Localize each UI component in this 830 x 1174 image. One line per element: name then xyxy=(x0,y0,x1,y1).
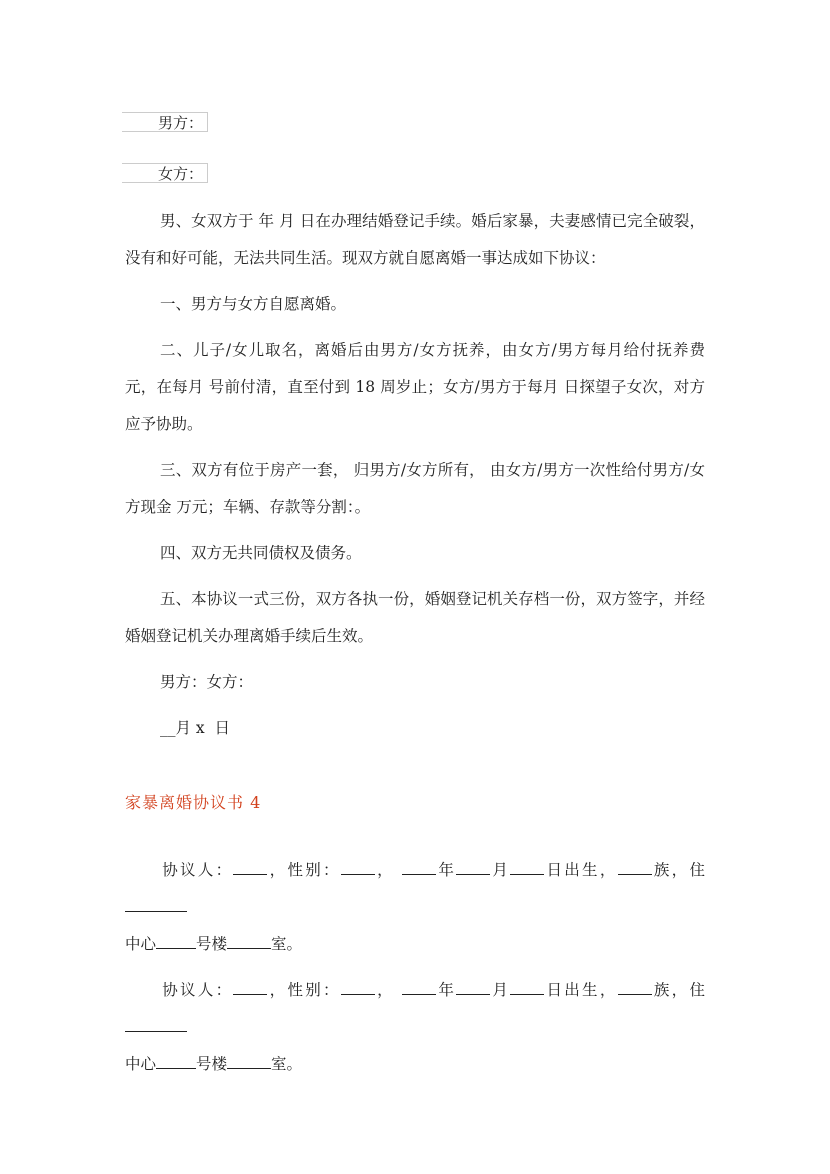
comma: ， xyxy=(374,981,395,999)
male-label-field: 男方： xyxy=(122,112,208,132)
date-line: __月 x 日 xyxy=(160,719,231,737)
clause-3: 三、双方有位于房产一套， 归男方/女方所有， 由女方/男方一次性给付男方/女方现金 万元；车辆、存款等分割：。 xyxy=(125,461,705,516)
label-room: 室。 xyxy=(271,1055,303,1073)
label-ethnic: 族，住 xyxy=(651,861,705,879)
blank-name[interactable] xyxy=(233,860,267,875)
party-2-form xyxy=(125,972,705,1083)
blank-building[interactable] xyxy=(156,1054,196,1069)
blank-room[interactable] xyxy=(227,1054,271,1069)
label-gender: ，性别： xyxy=(267,981,341,999)
female-label-field: 女方： xyxy=(122,163,208,183)
label-year: 年 xyxy=(436,861,457,879)
label-building: 号楼 xyxy=(196,935,228,953)
label-month: 月 xyxy=(490,981,511,999)
signature-line: 男方：女方： xyxy=(160,673,254,691)
label-month: 月 xyxy=(490,861,511,879)
blank-address[interactable] xyxy=(125,897,187,912)
label-born: 日出生， xyxy=(544,981,618,999)
blank-day[interactable] xyxy=(510,980,544,995)
label-party: 协议人： xyxy=(160,981,234,999)
label-gender: ，性别： xyxy=(267,861,341,879)
blank-gender[interactable] xyxy=(341,860,375,875)
blank-day[interactable] xyxy=(510,860,544,875)
clause-2: 二、儿子/女儿取名，离婚后由男方/女方抚养，由女方/男方每月给付抚养费 元，在每月 号前付清，直至付到 18 周岁止；女方/男方于每月 日探望子女次，对方应予协助。 xyxy=(125,341,705,433)
blank-year[interactable] xyxy=(402,860,436,875)
label-room: 室。 xyxy=(271,935,303,953)
label-ethnic: 族，住 xyxy=(651,981,705,999)
blank-building[interactable] xyxy=(156,934,196,949)
label-center: 中心 xyxy=(125,1055,157,1073)
label-year: 年 xyxy=(436,981,457,999)
blank-name[interactable] xyxy=(233,980,267,995)
blank-ethnic[interactable] xyxy=(618,860,652,875)
blank-room[interactable] xyxy=(227,934,271,949)
label-born: 日出生， xyxy=(544,861,618,879)
blank-address[interactable] xyxy=(125,1017,187,1032)
label-building: 号楼 xyxy=(196,1055,228,1073)
blank-year[interactable] xyxy=(402,980,436,995)
clause-1: 一、男方与女方自愿离婚。 xyxy=(160,295,347,313)
blank-ethnic[interactable] xyxy=(618,980,652,995)
label-center: 中心 xyxy=(125,935,157,953)
label-party: 协议人： xyxy=(160,861,234,879)
blank-month[interactable] xyxy=(456,860,490,875)
section-title: 家暴离婚协议书 4 xyxy=(125,793,262,812)
clause-5: 五、本协议一式三份，双方各执一份，婚姻登记机关存档一份，双方签字，并经婚姻登记机关办理离婚手续后生效。 xyxy=(125,590,705,645)
blank-month[interactable] xyxy=(456,980,490,995)
comma: ， xyxy=(374,861,395,879)
clause-4: 四、双方无共同债权及债务。 xyxy=(160,544,362,562)
party-1-form xyxy=(125,852,705,963)
intro-paragraph: 男、女双方于 年 月 日在办理结婚登记手续。婚后家暴，夫妻感情已完全破裂，没有和好可能，无法共同生活。现双方就自愿离婚一事达成如下协议： xyxy=(125,212,705,267)
document-body xyxy=(125,203,705,1092)
blank-gender[interactable] xyxy=(341,980,375,995)
